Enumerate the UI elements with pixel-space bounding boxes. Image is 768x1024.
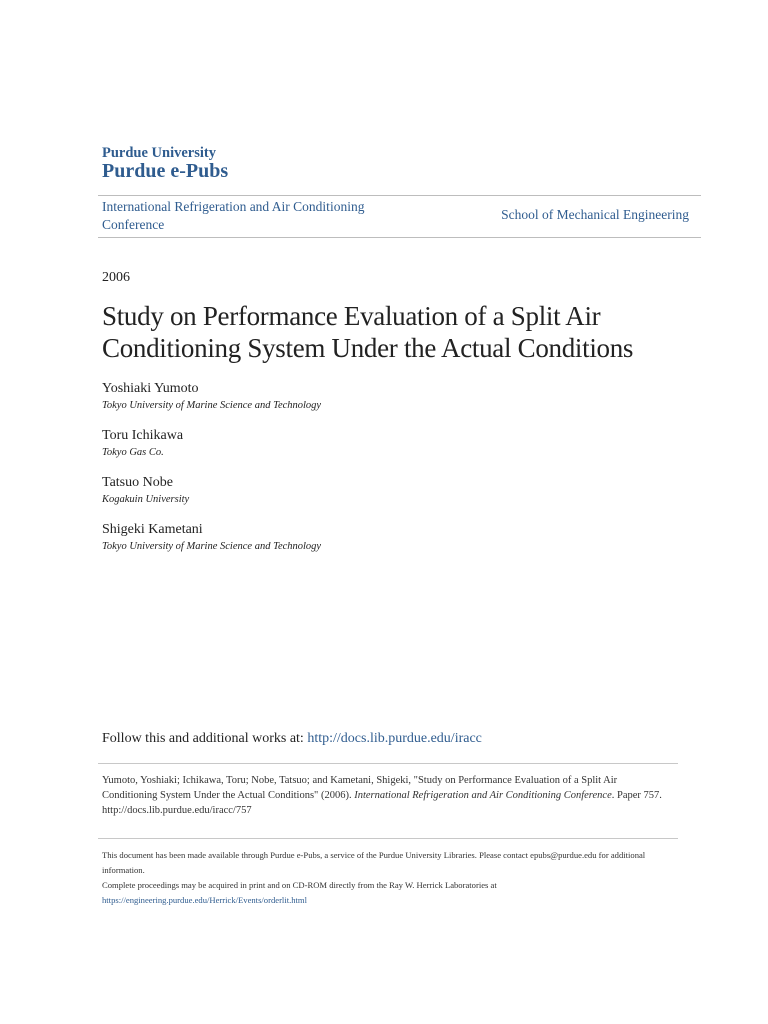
- publication-year: 2006: [102, 270, 130, 285]
- notice-proceedings: [102, 878, 672, 908]
- author-name: Tatsuo Nobe: [102, 475, 173, 490]
- follow-link[interactable]: http://docs.lib.purdue.edu/iracc: [307, 731, 482, 746]
- notice-availability: This document has been made available through Purdue e-Pubs, a service of the Purdue University Libraries. Please contact epubs@purdue.edu for additional information.: [102, 850, 646, 875]
- institution-repository[interactable]: Purdue e-Pubs: [102, 160, 229, 182]
- institution-university[interactable]: Purdue University: [102, 145, 216, 161]
- paper-title: Study on Performance Evaluation of a Split Air Conditioning System Under the Actual Conditions: [102, 301, 634, 363]
- citation-text: Yumoto, Yoshiaki; Ichikawa, Toru; Nobe, Tatsuo; and Kametani, Shigeki, "Study on Performance Evaluation of a Split Air Conditioning System Under the Actual Conditions" (2006).: [102, 775, 618, 801]
- citation-venue: International Refrigeration and Air Conditioning Conference: [354, 790, 612, 801]
- author-affiliation: Tokyo Gas Co.: [102, 447, 164, 458]
- author-entry: [102, 521, 662, 555]
- availability-notice: [102, 848, 672, 908]
- author-name: Shigeki Kametani: [102, 522, 203, 537]
- author-entry: [102, 380, 662, 414]
- author-affiliation: Tokyo University of Marine Science and Technology: [102, 541, 322, 552]
- author-list: [102, 380, 662, 568]
- author-name: Toru Ichikawa: [102, 428, 184, 443]
- follow-text: Follow this and additional works at:: [102, 731, 308, 746]
- author-affiliation: Kogakuin University: [102, 494, 190, 505]
- notice-proceedings-link[interactable]: https://engineering.purdue.edu/Herrick/Events/orderlit.html: [102, 895, 308, 905]
- header-divider-top: [98, 195, 701, 196]
- series-conference-link[interactable]: International Refrigeration and Air Conditioning Conference: [102, 199, 365, 232]
- notice-divider: [98, 838, 678, 839]
- citation-paper-number: . Paper 757.: [611, 790, 662, 801]
- notice-proceedings-text: Complete proceedings may be acquired in print and on CD-ROM directly from the Ray W. Herrick Laboratories at: [102, 880, 497, 890]
- recommended-citation: [102, 773, 672, 818]
- author-entry: [102, 427, 662, 461]
- author-affiliation: Tokyo University of Marine Science and Technology: [102, 400, 322, 411]
- header-divider-bottom: [98, 237, 701, 238]
- follow-line: [102, 731, 482, 747]
- citation-divider: [98, 763, 678, 764]
- citation-url[interactable]: http://docs.lib.purdue.edu/iracc/757: [102, 805, 252, 816]
- author-entry: [102, 474, 662, 508]
- author-name: Yoshiaki Yumoto: [102, 381, 199, 396]
- series-department-link[interactable]: School of Mechanical Engineering: [501, 207, 689, 222]
